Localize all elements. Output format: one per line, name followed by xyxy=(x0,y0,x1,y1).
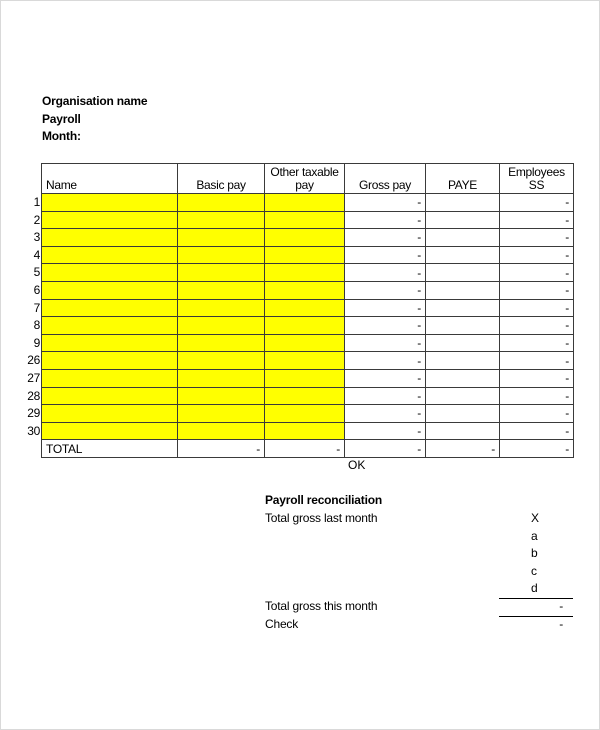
gross-pay-cell[interactable]: - xyxy=(345,387,426,405)
basic-pay-cell[interactable] xyxy=(178,246,265,264)
employees-ss-cell[interactable]: - xyxy=(500,405,574,423)
paye-cell[interactable] xyxy=(426,317,500,335)
paye-cell[interactable] xyxy=(426,264,500,282)
employee-name-cell[interactable] xyxy=(42,387,178,405)
column-header-gross-pay: Gross pay xyxy=(345,164,426,194)
employee-name-cell[interactable] xyxy=(42,299,178,317)
gross-pay-cell[interactable]: - xyxy=(345,405,426,423)
table-row xyxy=(42,194,574,212)
row-number: 30 xyxy=(27,423,40,438)
gross-pay-cell[interactable]: - xyxy=(345,281,426,299)
employee-name-cell[interactable] xyxy=(42,422,178,440)
total-gross-this-month-label: Total gross this month xyxy=(265,598,378,613)
basic-pay-cell[interactable] xyxy=(178,352,265,370)
basic-pay-cell[interactable] xyxy=(178,422,265,440)
employee-name-cell[interactable] xyxy=(42,211,178,229)
employee-name-cell[interactable] xyxy=(42,405,178,423)
table-row xyxy=(42,229,574,247)
marker-b: b xyxy=(531,546,538,561)
basic-pay-cell[interactable] xyxy=(178,369,265,387)
other-taxable-pay-cell[interactable] xyxy=(265,264,345,282)
employee-name-cell[interactable] xyxy=(42,246,178,264)
row-number: 2 xyxy=(33,212,40,227)
other-taxable-pay-cell[interactable] xyxy=(265,194,345,212)
marker-c: c xyxy=(531,563,537,578)
table-row xyxy=(42,264,574,282)
document-header xyxy=(42,93,147,146)
employees-ss-cell[interactable]: - xyxy=(500,281,574,299)
other-taxable-pay-cell[interactable] xyxy=(265,211,345,229)
gross-pay-cell[interactable]: - xyxy=(345,194,426,212)
paye-cell[interactable] xyxy=(426,281,500,299)
column-header-employees-ss: Employees SS xyxy=(500,164,574,194)
other-taxable-pay-cell[interactable] xyxy=(265,281,345,299)
total-gross-last-month-label: Total gross last month xyxy=(265,511,378,525)
marker-a: a xyxy=(531,528,538,543)
basic-pay-cell[interactable] xyxy=(178,229,265,247)
basic-pay-cell[interactable] xyxy=(178,387,265,405)
employees-ss-cell[interactable]: - xyxy=(500,194,574,212)
table-row xyxy=(42,387,574,405)
row-number: 26 xyxy=(27,353,40,368)
basic-pay-cell[interactable] xyxy=(178,211,265,229)
row-number: 3 xyxy=(33,230,40,245)
employees-ss-cell[interactable]: - xyxy=(500,334,574,352)
row-number: 27 xyxy=(27,370,40,385)
basic-pay-cell[interactable] xyxy=(178,194,265,212)
row-number: 5 xyxy=(33,265,40,280)
month-label: Month: xyxy=(42,129,81,143)
employees-ss-cell[interactable]: - xyxy=(500,422,574,440)
payroll-table xyxy=(41,163,574,458)
reconciliation-row xyxy=(265,616,575,634)
employees-ss-cell[interactable]: - xyxy=(500,211,574,229)
table-row xyxy=(42,334,574,352)
table-row xyxy=(42,211,574,229)
column-header-name: Name xyxy=(42,164,178,194)
employees-ss-cell[interactable]: - xyxy=(500,246,574,264)
employees-ss-cell[interactable]: - xyxy=(500,317,574,335)
reconciliation-row xyxy=(265,528,575,546)
document-title: Payroll xyxy=(42,111,81,126)
employee-name-cell[interactable] xyxy=(42,281,178,299)
reconciliation-row xyxy=(265,598,575,616)
paye-cell[interactable] xyxy=(426,211,500,229)
gross-pay-cell[interactable]: - xyxy=(345,299,426,317)
gross-pay-cell[interactable]: - xyxy=(345,246,426,264)
table-row xyxy=(42,422,574,440)
check-status-label: OK xyxy=(348,458,366,472)
paye-cell[interactable] xyxy=(426,334,500,352)
marker-d: d xyxy=(531,581,538,596)
column-header-other-taxable-pay: Other taxable pay xyxy=(265,164,345,194)
employee-name-cell[interactable] xyxy=(42,334,178,352)
paye-cell[interactable] xyxy=(426,246,500,264)
reconciliation-row xyxy=(265,510,575,528)
table-row xyxy=(42,317,574,335)
gross-pay-cell[interactable]: - xyxy=(345,422,426,440)
basic-pay-cell[interactable] xyxy=(178,299,265,317)
reconciliation-row xyxy=(265,545,575,563)
check-label: Check xyxy=(265,616,299,631)
other-taxable-pay-cell[interactable] xyxy=(265,299,345,317)
paye-cell[interactable] xyxy=(426,229,500,247)
paye-cell[interactable] xyxy=(426,405,500,423)
row-number: 8 xyxy=(33,318,40,333)
basic-pay-cell[interactable] xyxy=(178,264,265,282)
paye-cell[interactable] xyxy=(426,387,500,405)
row-number: 28 xyxy=(27,388,40,403)
other-taxable-pay-cell[interactable] xyxy=(265,387,345,405)
employees-ss-cell[interactable]: - xyxy=(500,229,574,247)
employee-name-cell[interactable] xyxy=(42,317,178,335)
employee-name-cell[interactable] xyxy=(42,369,178,387)
table-row xyxy=(42,299,574,317)
basic-pay-cell[interactable] xyxy=(178,405,265,423)
gross-pay-cell[interactable]: - xyxy=(345,317,426,335)
row-number: 6 xyxy=(33,282,40,297)
employees-ss-cell[interactable]: - xyxy=(500,387,574,405)
table-header-row xyxy=(42,164,574,194)
row-number: 29 xyxy=(27,406,40,421)
basic-pay-cell[interactable] xyxy=(178,281,265,299)
employee-name-cell[interactable] xyxy=(42,352,178,370)
employee-name-cell[interactable] xyxy=(42,194,178,212)
row-numbers xyxy=(24,193,40,439)
total-other-taxable-pay[interactable]: - xyxy=(265,440,345,458)
reconciliation-title: Payroll reconciliation xyxy=(265,493,382,507)
other-taxable-pay-cell[interactable] xyxy=(265,246,345,264)
row-number: 4 xyxy=(33,247,40,262)
organisation-name: Organisation name xyxy=(42,94,148,108)
gross-pay-cell[interactable]: - xyxy=(345,352,426,370)
paye-cell[interactable] xyxy=(426,299,500,317)
total-label: TOTAL xyxy=(42,440,178,458)
other-taxable-pay-cell[interactable] xyxy=(265,229,345,247)
column-header-paye: PAYE xyxy=(426,164,500,194)
other-taxable-pay-cell[interactable] xyxy=(265,369,345,387)
employee-name-cell[interactable] xyxy=(42,264,178,282)
other-taxable-pay-cell[interactable] xyxy=(265,352,345,370)
employees-ss-cell[interactable]: - xyxy=(500,299,574,317)
employee-name-cell[interactable] xyxy=(42,229,178,247)
table-row xyxy=(42,352,574,370)
table-row xyxy=(42,246,574,264)
gross-pay-cell[interactable]: - xyxy=(345,264,426,282)
column-header-basic-pay: Basic pay xyxy=(178,164,265,194)
check-value[interactable]: - xyxy=(559,616,563,631)
row-number: 9 xyxy=(33,335,40,350)
paye-cell[interactable] xyxy=(426,422,500,440)
paye-cell[interactable] xyxy=(426,369,500,387)
reconciliation-row xyxy=(265,580,575,598)
row-number: 1 xyxy=(33,195,40,209)
other-taxable-pay-cell[interactable] xyxy=(265,405,345,423)
gross-pay-cell[interactable]: - xyxy=(345,369,426,387)
total-employees-ss[interactable]: - xyxy=(500,440,574,458)
employees-ss-cell[interactable]: - xyxy=(500,352,574,370)
basic-pay-cell[interactable] xyxy=(178,317,265,335)
gross-pay-cell[interactable]: - xyxy=(345,334,426,352)
total-gross-this-month-value[interactable]: - xyxy=(559,598,563,613)
paye-cell[interactable] xyxy=(426,352,500,370)
table-row xyxy=(42,281,574,299)
table-row xyxy=(42,405,574,423)
row-number: 7 xyxy=(33,300,40,315)
table-row xyxy=(42,369,574,387)
gross-pay-cell[interactable]: - xyxy=(345,229,426,247)
total-gross-pay[interactable]: - xyxy=(345,440,426,458)
payroll-reconciliation xyxy=(265,492,575,633)
total-basic-pay[interactable]: - xyxy=(178,440,265,458)
other-taxable-pay-cell[interactable] xyxy=(265,422,345,440)
other-taxable-pay-cell[interactable] xyxy=(265,317,345,335)
reconciliation-row xyxy=(265,563,575,581)
total-paye[interactable]: - xyxy=(426,440,500,458)
paye-cell[interactable] xyxy=(426,194,500,212)
gross-pay-cell[interactable]: - xyxy=(345,211,426,229)
total-row xyxy=(42,440,574,458)
marker-x: X xyxy=(531,511,539,525)
employees-ss-cell[interactable]: - xyxy=(500,369,574,387)
employees-ss-cell[interactable]: - xyxy=(500,264,574,282)
basic-pay-cell[interactable] xyxy=(178,334,265,352)
other-taxable-pay-cell[interactable] xyxy=(265,334,345,352)
